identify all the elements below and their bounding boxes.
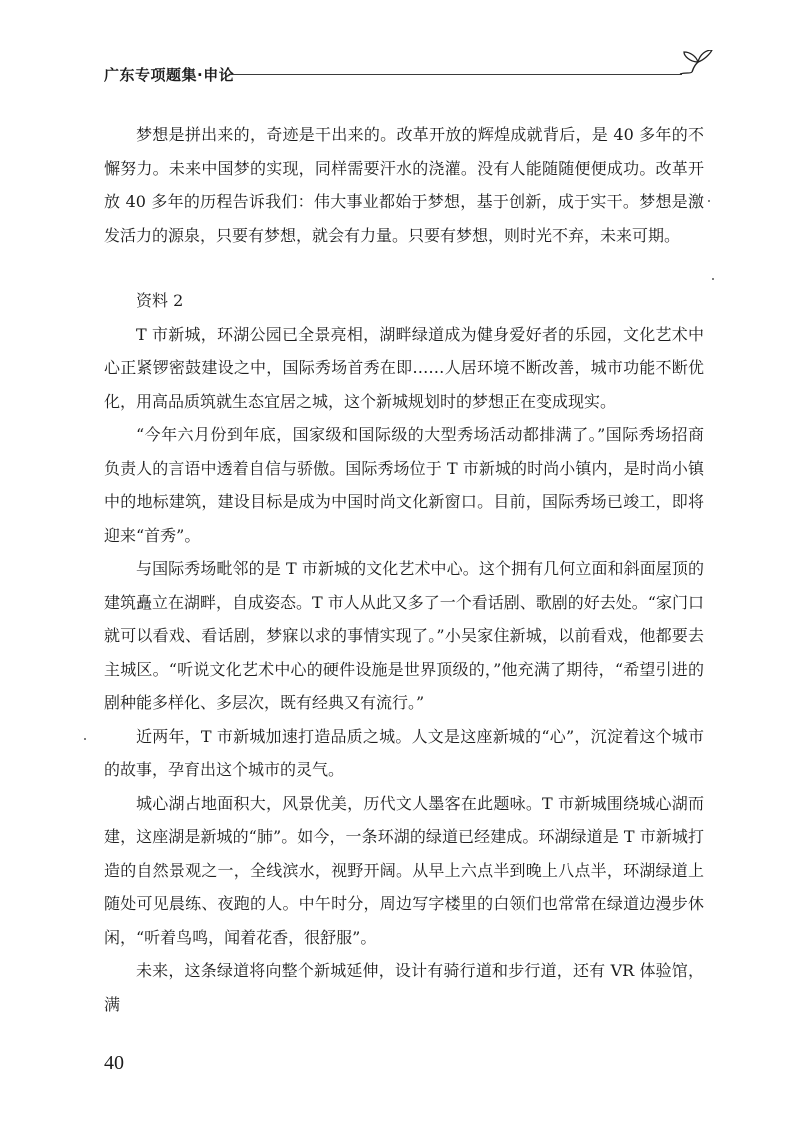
page-number: 40 — [104, 1052, 124, 1074]
paragraph: 城心湖占地面积大，风景优美，历代文人墨客在此题咏。T 市新城围绕城心湖而建，这座湖是新城的“肺”。如今，一条环湖的绿道已经建成。环湖绿道是 T 市新城打造的自然景观之一，全线滨水，视野开阔。从早上六点半到晚上八点半，环湖绿道上随处可见晨练、夜跑的人。中午时分，周边写字楼里的白领们也常常在绿道边漫步休闲，“听着鸟鸣，闻着花香，很舒服”。 — [104, 793, 704, 947]
paragraph: 与国际秀场毗邻的是 T 市新城的文化艺术中心。这个拥有几何立面和斜面屋顶的建筑矗立在湖畔，自成姿态。T 市人从此又多了一个看话剧、歌剧的好去处。“家门口就可以看戏、看话剧，梦寐以求的事情实现了。”小吴家住新城，以前看戏，他都要去主城区。“听说文化艺术中心的硬件设施是世界顶级的，”他充满了期待，“希望引进的剧种能多样化、多层次，既有经典又有流行。” — [104, 559, 704, 712]
paragraph: T 市新城，环湖公园已全景亮相，湖畔绿道成为健身爱好者的乐园，文化艺术中心正紧锣密鼓建设之中，国际秀场首秀在即……人居环境不断改善，城市功能不断优化，用高品质筑就生态宜居之城，这个新城规划时的梦想正在变成现实。 — [104, 324, 704, 411]
paragraph: “今年六月份到年底，国家级和国际级的大型秀场活动都排满了。”国际秀场招商负责人的言语中透着自信与骄傲。国际秀场位于 T 市新城的时尚小镇内，是时尚小镇中的地标建筑，建设目标是成为中国时尚文化新窗口。目前，国际秀场已竣工，即将迎来“首秀”。 — [104, 425, 704, 545]
section-label: 资料 2 — [136, 291, 184, 310]
scan-speck — [708, 200, 710, 202]
body-text — [104, 118, 704, 1021]
paragraph: 未来，这条绿道将向整个新城延伸，设计有骑行道和步行道，还有 VR 体验馆，满 — [104, 961, 704, 1014]
sprout-icon — [678, 50, 718, 80]
spacer — [104, 252, 704, 284]
intro-paragraph: 梦想是拼出来的，奇迹是干出来的。改革开放的辉煌成就背后，是 40 多年的不懈努力。未来中国梦的实现，同样需要汗水的浇灌。没有人能随随便便成功。改革开放 40 多年的历程告诉我们：伟大事业都始于梦想，基于创新，成于实干。梦想是激发活力的源泉，只要有梦想，就会有力量。只要有梦想，则时光不弃，未来可期。 — [104, 125, 704, 245]
paragraph: 近两年，T 市新城加速打造品质之城。人文是这座新城的“心”，沉淀着这个城市的故事，孕育出这个城市的灵气。 — [104, 726, 704, 779]
header-rule — [230, 74, 682, 75]
scan-speck — [712, 278, 714, 280]
header-title: 广东专项题集·申论 — [104, 66, 235, 84]
scan-speck — [84, 738, 86, 740]
running-header — [104, 58, 714, 94]
